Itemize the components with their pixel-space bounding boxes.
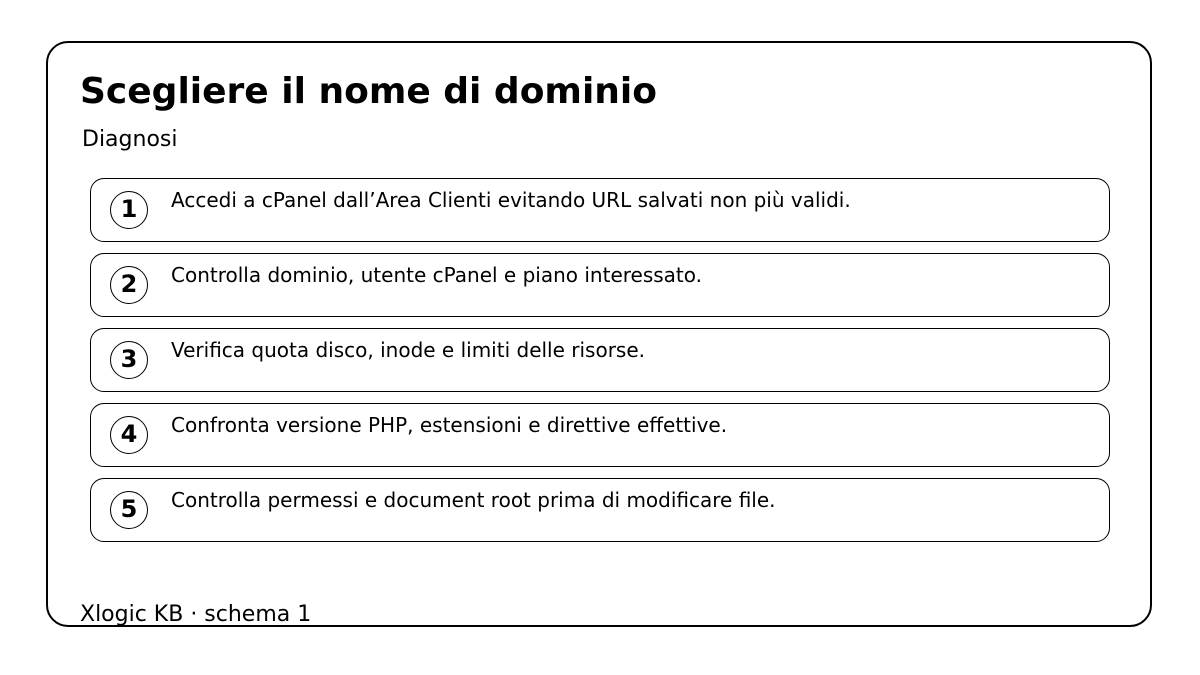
step-box-5 xyxy=(90,478,1110,542)
diagram-subtitle: Diagnosi xyxy=(82,127,178,152)
diagram-footer: Xlogic KB · schema 1 xyxy=(80,602,312,627)
step-box-4 xyxy=(90,403,1110,467)
step-box-1 xyxy=(90,178,1110,242)
step-text: Confronta versione PHP, estensioni e direttive effettive. xyxy=(171,413,728,437)
step-number-badge: 5 xyxy=(110,491,148,529)
step-number-badge: 4 xyxy=(110,416,148,454)
diagram-title: Scegliere il nome di dominio xyxy=(80,71,657,112)
step-text: Verifica quota disco, inode e limiti delle risorse. xyxy=(171,338,646,362)
step-number-badge: 1 xyxy=(110,191,148,229)
step-text: Controlla permessi e document root prima di modificare file. xyxy=(171,488,776,512)
step-box-3 xyxy=(90,328,1110,392)
step-text: Accedi a cPanel dall’Area Clienti evitando URL salvati non più validi. xyxy=(171,188,851,212)
step-text: Controlla dominio, utente cPanel e piano interessato. xyxy=(171,263,703,287)
step-box-2 xyxy=(90,253,1110,317)
step-number-badge: 3 xyxy=(110,341,148,379)
step-number-badge: 2 xyxy=(110,266,148,304)
step-list xyxy=(90,178,1110,553)
